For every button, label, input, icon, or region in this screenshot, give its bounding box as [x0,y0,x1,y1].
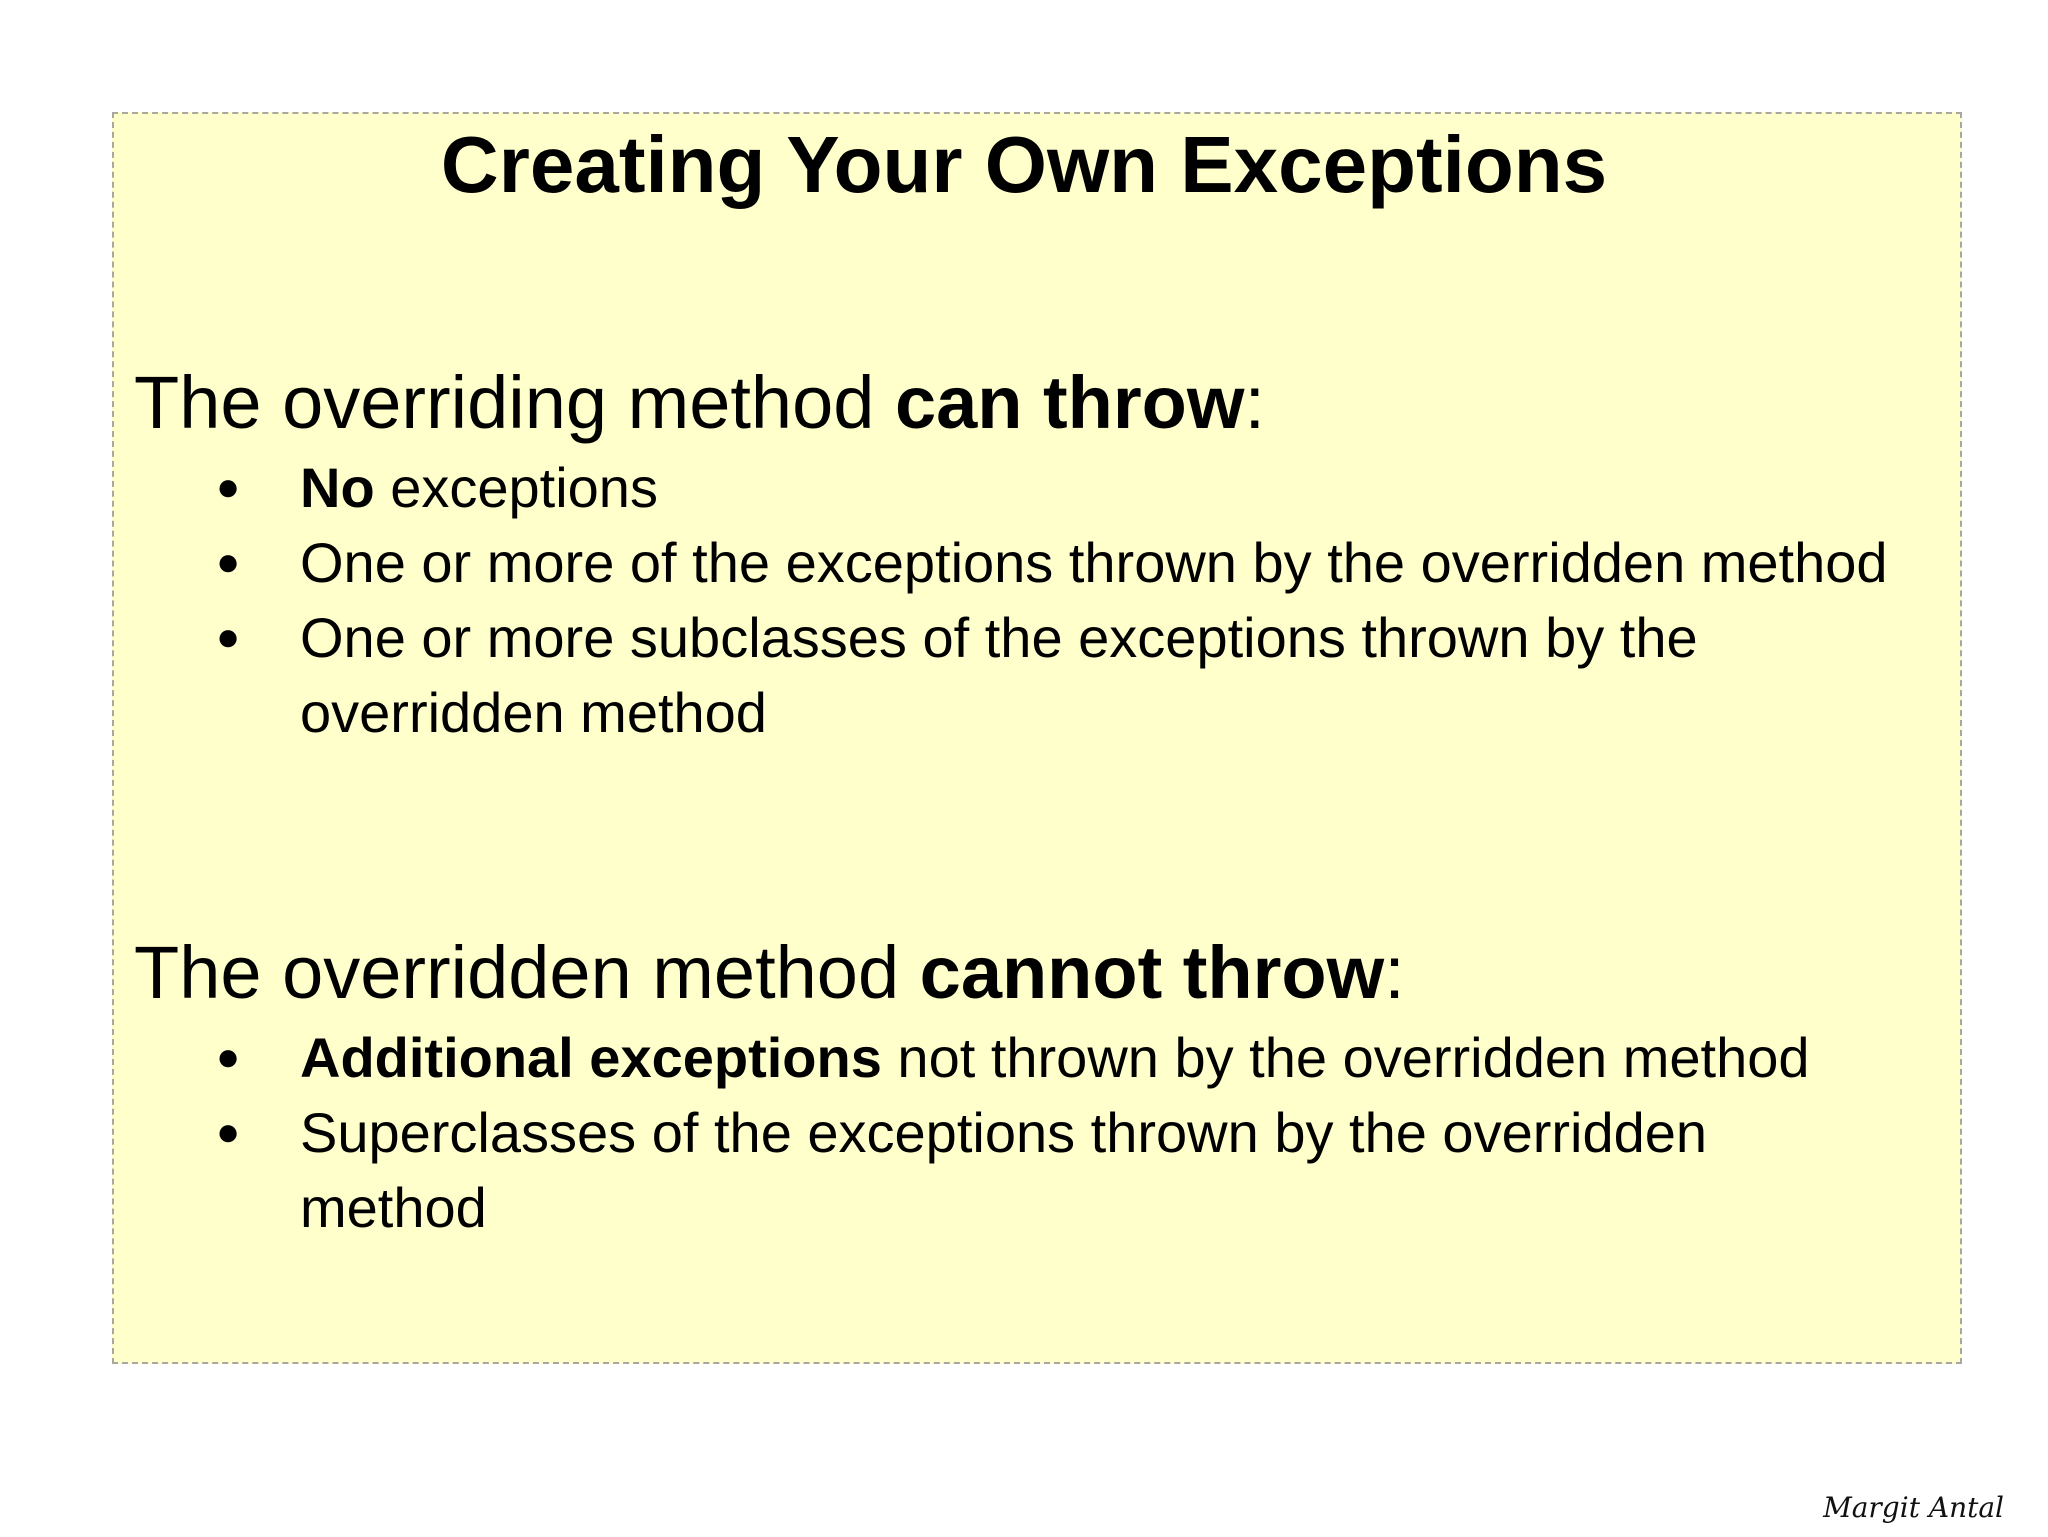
list-item [0,525,1900,600]
heading-suffix: : [1244,361,1266,444]
section-heading-cannot-throw [134,928,1405,1018]
bullet-icon: ● [216,540,241,584]
list-item [0,1020,1900,1095]
slide-title: Creating Your Own Exceptions [440,120,1608,209]
list-item [0,450,1900,525]
can-throw-list [0,450,1900,750]
heading-prefix: The overridden method [134,931,920,1014]
section-heading-can-throw [134,358,1265,448]
bullet-icon: ● [216,465,241,509]
bullet-icon: ● [216,1035,241,1079]
bullet-icon: ● [216,1110,241,1154]
item-text: One or more subclasses of the exceptions thrown by the overridden method [300,606,1698,744]
list-item [0,600,1900,750]
cannot-throw-list [0,1020,1900,1245]
item-text: One or more of the exceptions thrown by the overridden method [300,531,1888,594]
item-emphasis: Additional exceptions [300,1026,882,1089]
author-signature: Margit Antal [1823,1491,2004,1524]
item-emphasis: No [300,456,375,519]
heading-emphasis: cannot throw [919,931,1385,1014]
bullet-icon: ● [216,615,241,659]
list-item [0,1095,1900,1245]
heading-emphasis: can throw [894,361,1245,444]
heading-prefix: The overriding method [134,361,895,444]
item-text: not thrown by the overridden method [881,1026,1810,1089]
item-text: Superclasses of the exceptions thrown by the overridden method [300,1101,1708,1239]
item-text: exceptions [374,456,658,519]
heading-suffix: : [1384,931,1405,1014]
